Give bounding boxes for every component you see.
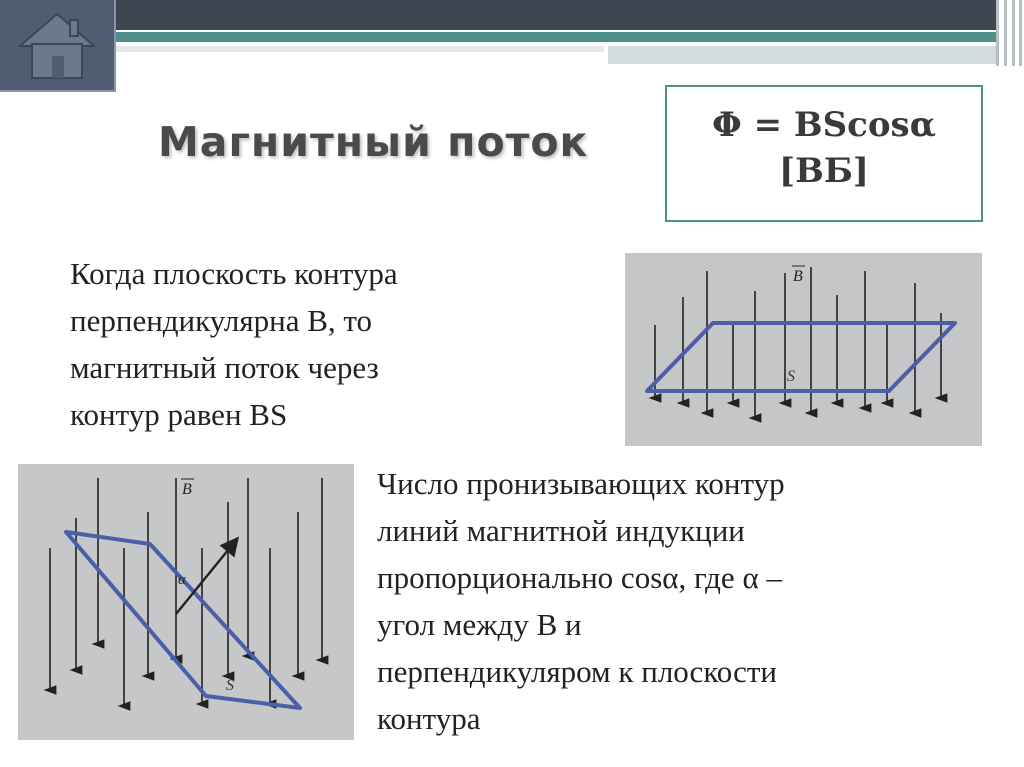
paragraph-line: линий магнитной индукции — [377, 513, 745, 548]
area-s-label: S — [787, 368, 795, 385]
header-light-bar-right — [608, 46, 996, 64]
paragraph-perpendicular — [70, 250, 610, 438]
paragraph-line: угол между В и — [377, 607, 582, 642]
page-title: Магнитный поток — [158, 118, 589, 166]
home-button[interactable] — [0, 0, 116, 92]
header-teal-bar — [116, 32, 996, 42]
figure-tilted-contour — [18, 464, 354, 740]
formula-unit: [ВБ] — [779, 151, 869, 191]
paragraph-line: перпендикуляром к плоскости — [377, 654, 777, 689]
formula-box — [665, 85, 983, 222]
vector-b-label: B — [182, 481, 192, 498]
paragraph-line: Когда плоскость контура — [70, 256, 398, 291]
header-light-bar-left — [116, 46, 604, 52]
paragraph-line: контура — [377, 701, 481, 736]
area-s-label: S — [226, 677, 234, 694]
angle-alpha-label: α — [178, 572, 186, 588]
formula-line: Φ = BScosα — [712, 105, 936, 145]
vector-b-label: B — [793, 268, 803, 285]
paragraph-line: перпендикулярна В, то — [70, 303, 373, 338]
header-edge-lines — [994, 0, 1024, 66]
home-icon — [16, 10, 98, 82]
paragraph-line: магнитный поток через — [70, 350, 379, 385]
paragraph-line: пропорционально cosα, где α – — [377, 560, 782, 595]
paragraph-line: контур равен BS — [70, 397, 288, 432]
figure-perpendicular-contour — [625, 253, 982, 446]
header-dark-bar — [116, 0, 996, 30]
paragraph-angle — [377, 460, 1007, 742]
paragraph-line: Число пронизывающих контур — [377, 466, 785, 501]
